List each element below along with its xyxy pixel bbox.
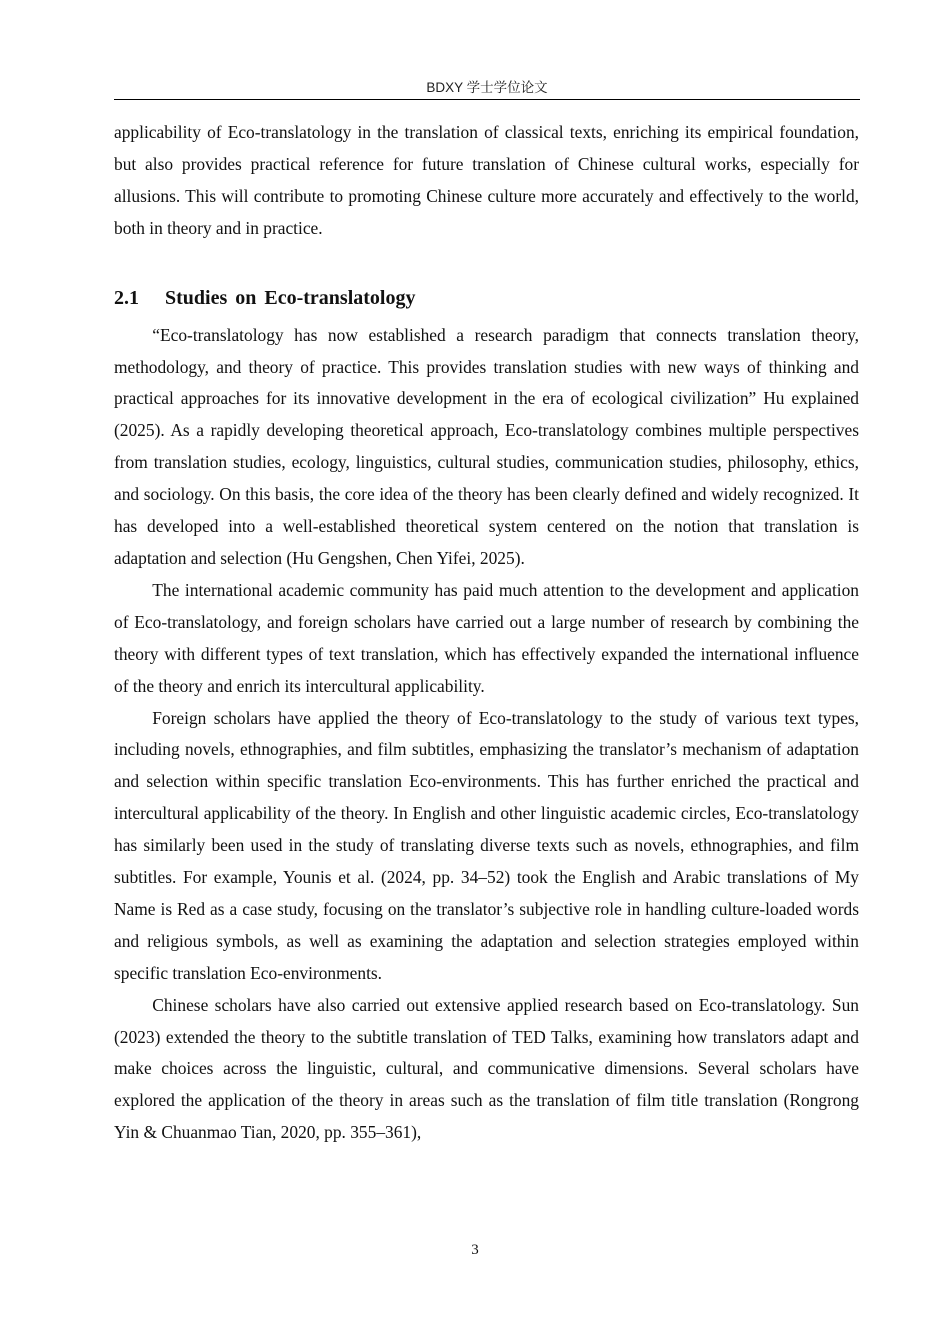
section-number: 2.1 [114, 286, 139, 309]
body-paragraph: “Eco-translatology has now established a research paradigm that connects translation theory, methodology, and theory of practice. This provides translation studies with new ways of thinking and practical approaches for its innovative development in the era of ecological civilization” Hu explained (2025). As a rapidly developing theoretical approach, Eco-translatology combines multiple perspectives from translation studies, ecology, linguistics, cultural studies, communication studies, philosophy, ethics, and sociology. On this basis, the core idea of the theory has been clearly defined and widely recognized. It has developed into a well-established theoretical system centered on the notion that translation is adaptation and selection (Hu Gengshen, Chen Yifei, 2025). [114, 324, 859, 568]
section-title: Studies on Eco-translatology [165, 286, 416, 309]
header-rule [114, 99, 860, 100]
section-heading [114, 284, 859, 312]
body-paragraph: Foreign scholars have applied the theory of Eco-translatology to the study of various text types, including novels, ethnographies, and film subtitles, emphasizing the translator’s mechanism of adaptation and selection within specific translation Eco-environments. This has further enriched the practical and intercultural applicability of the theory. In English and other linguistic academic circles, Eco-translatology has similarly been used in the study of translating diverse texts such as novels, ethnographies, and film subtitles. For example, Younis et al. (2024, pp. 34–52) took the English and Arabic translations of My Name is Red as a case study, focusing on the translator’s subjective role in handling culture-loaded words and religious symbols, as well as examining the adaptation and selection strategies employed within specific translation Eco-environments. [114, 707, 859, 983]
page-number: 3 [471, 1242, 479, 1258]
body-paragraph: Chinese scholars have also carried out extensive applied research based on Eco-translatology. Sun (2023) extended the theory to the subtitle translation of TED Talks, examining how translators adapt and make choices across the linguistic, cultural, and communicative dimensions. Several scholars have explored the application of the theory in areas such as the translation of film title translation (Rongrong Yin & Chuanmao Tian, 2020, pp. 355–361), [114, 994, 859, 1143]
body-paragraph: The international academic community has paid much attention to the development and application of Eco-translatology, and foreign scholars have carried out a large number of research by combining the theory with different types of text translation, which has effectively expanded the international influence of the theory and enrich its intercultural applicability. [114, 579, 859, 696]
intro-paragraph: applicability of Eco-translatology in the translation of classical texts, enriching its empirical foundation, but also provides practical reference for future translation of Chinese cultural works, especially for allusions. This will contribute to promoting Chinese culture more accurately and effectively to the world, both in theory and in practice. [114, 122, 859, 238]
running-header: BDXY 学士学位论文 [426, 80, 548, 95]
page-body [114, 117, 859, 1149]
